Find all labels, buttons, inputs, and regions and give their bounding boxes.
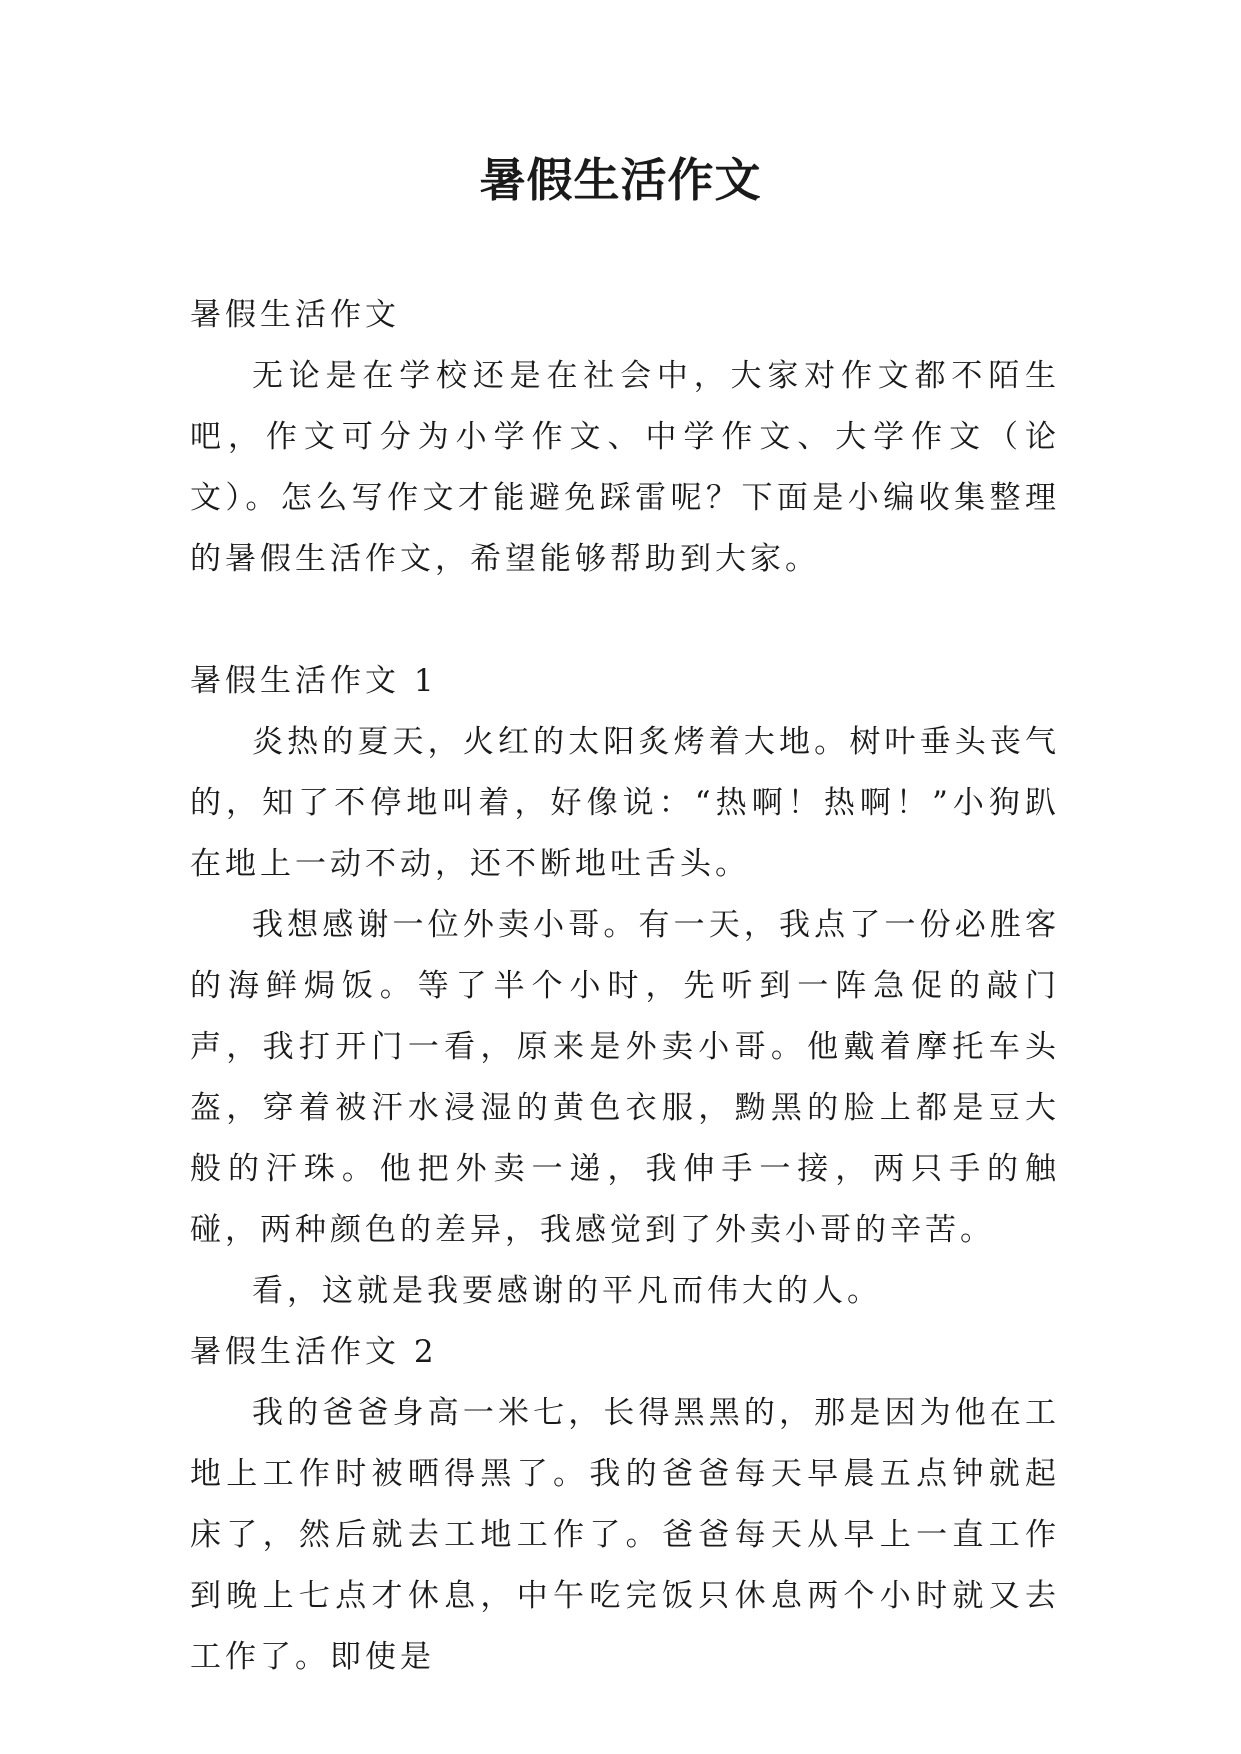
- essay-2-heading: 暑假生活作文 2: [190, 1334, 438, 1370]
- intro-heading: 暑假生活作文: [190, 297, 400, 333]
- essay-1-paragraph-3: 看，这就是我要感谢的平凡而伟大的人。: [252, 1273, 882, 1309]
- intro-paragraph: 无论是在学校还是在社会中，大家对作文都不陌生吧，作文可分为小学作文、中学作文、大学作文（论文）。怎么写作文才能避免踩雷呢？下面是小编收集整理的暑假生活作文，希望能够帮助到大家。: [190, 358, 1060, 577]
- essay-1-paragraph-2: 我想感谢一位外卖小哥。有一天，我点了一份必胜客的海鲜焗饭。等了半个小时，先听到一阵急促的敲门声，我打开门一看，原来是外卖小哥。他戴着摩托车头盔，穿着被汗水浸湿的黄色衣服，黝黑的脸上都是豆大般的汗珠。他把外卖一递，我伸手一接，两只手的触碰，两种颜色的差异，我感觉到了外卖小哥的辛苦。: [190, 907, 1060, 1248]
- essay-2-paragraph-1: 我的爸爸身高一米七，长得黑黑的，那是因为他在工地上工作时被晒得黑了。我的爸爸每天早晨五点钟就起床了，然后就去工地工作了。爸爸每天从早上一直工作到晚上七点才休息，中午吃完饭只休息两个小时就又去工作了。即使是: [190, 1395, 1060, 1675]
- section-spacer: [190, 590, 1060, 651]
- document-body: [190, 285, 1060, 1688]
- document-title: 暑假生活作文: [479, 153, 762, 207]
- essay-1-paragraph-1: 炎热的夏天，火红的太阳炙烤着大地。树叶垂头丧气的，知了不停地叫着，好像说：“热啊！热啊！”小狗趴在地上一动不动，还不断地吐舌头。: [190, 724, 1060, 882]
- essay-1-heading: 暑假生活作文 1: [190, 663, 438, 699]
